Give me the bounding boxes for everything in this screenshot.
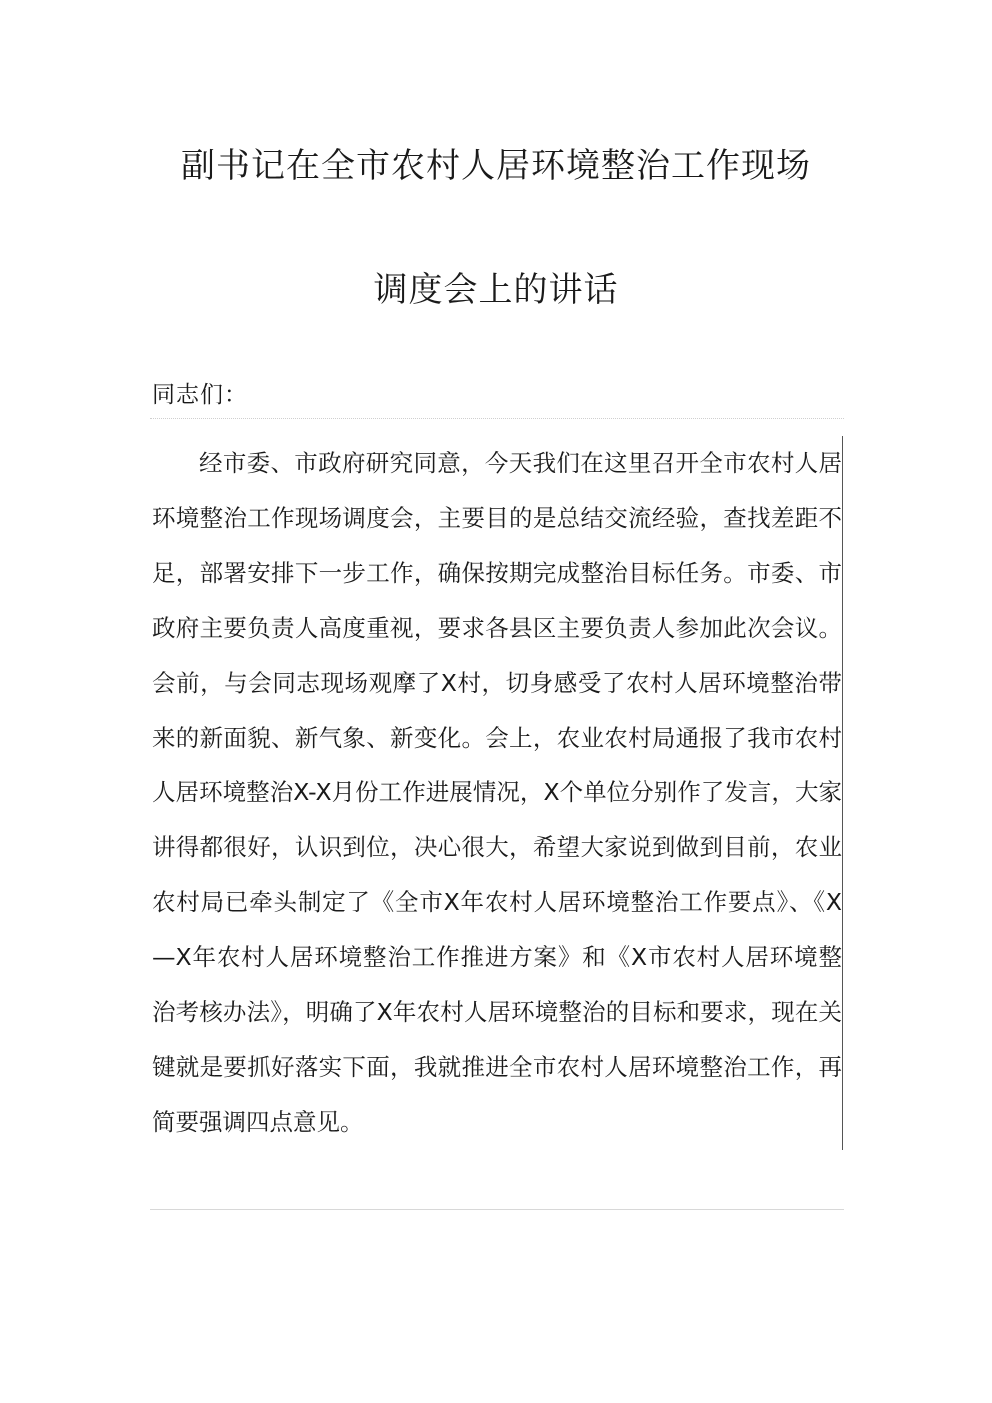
salutation: 同志们：: [152, 382, 248, 408]
document-title-line-1: 副书记在全市农村人居环境整治工作现场: [181, 146, 811, 186]
bottom-divider: [150, 1209, 844, 1210]
document-title-line-2: 调度会上的讲话: [373, 270, 619, 310]
top-divider: [150, 418, 844, 419]
body-paragraph: 经市委、市政府研究同意，今天我们在这里召开全市农村人居环境整治工作现场调度会，主要目的是总结交流经验，查找差距不足，部署安排下一步工作，确保按期完成整治目标任务。市委、市政府主要负责人高度重视，要求各县区主要负责人参加此次会议。会前，与会同志现场观摩了X村，切身感受了农村人居环境整治带来的新面貌、新气象、新变化。会上，农业农村局通报了我市农村人居环境整治X-X月份工作进展情况，X个单位分别作了发言，大家讲得都很好，认识到位，决心很大，希望大家说到做到目前，农业农村局已牵头制定了《全市X年农村人居环境整治工作要点》、《X—X年农村人居环境整治工作推进方案》和《X市农村人居环境整治考核办法》，明确了X年农村人居环境整治的目标和要求，现在关键就是要抓好落实下面，我就推进全市农村人居环境整治工作，再简要强调四点意见。: [152, 436, 843, 1150]
